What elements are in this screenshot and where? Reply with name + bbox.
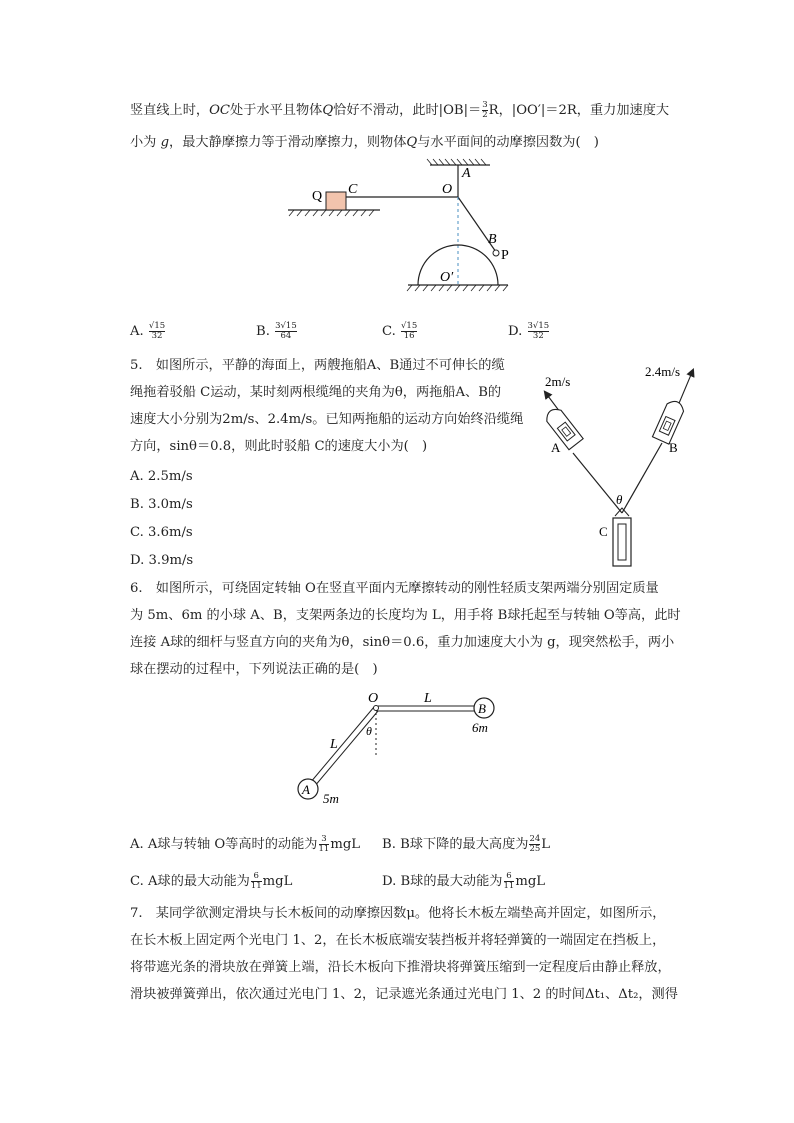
q6-line-3: 连接 A球的细杆与竖直方向的夹角为θ，sinθ＝0.6，重力加速度大小为 g，现突然松手，两小 bbox=[130, 635, 675, 650]
q6-figure bbox=[290, 688, 510, 813]
label-va: 2m/s bbox=[545, 374, 571, 389]
label-theta: θ bbox=[616, 492, 623, 507]
q5-line-4: 方向，sinθ＝0.8，则此时驳船 C的速度大小为( ) bbox=[130, 439, 428, 454]
label-b: B bbox=[669, 440, 678, 455]
label-c: C bbox=[599, 524, 608, 539]
q4-option-c[interactable]: C. $\frac{√15}{16}$ bbox=[382, 321, 418, 341]
q4-var-q: Q bbox=[406, 135, 418, 150]
label-5m: 5m bbox=[323, 791, 339, 806]
q5-line-1: 5. 如图所示，平静的海面上，两艘拖船A、B通过不可伸长的缆 bbox=[130, 358, 505, 373]
q4-line-1 bbox=[130, 101, 669, 120]
label-theta: θ bbox=[366, 724, 372, 738]
q4-option-d[interactable]: D. $\frac{3√15}{32}$ bbox=[508, 321, 550, 341]
q5-line-3: 速度大小分别为2m/s、2.4m/s。已知两拖船的运动方向始终沿缆绳 bbox=[130, 412, 524, 427]
q4-text: 处于水平且物体 bbox=[230, 103, 323, 118]
label-b: B bbox=[478, 701, 486, 716]
q4-text: R，|OO′|＝2R，重力加速度大 bbox=[488, 103, 670, 118]
q6-line-2: 为 5m、6m 的小球 A、B，支架两条边的长度均为 L，用手将 B球托起至与转轴 O等高，此时 bbox=[130, 608, 681, 623]
label-a: A bbox=[302, 782, 310, 797]
q6-option-b[interactable]: B. B球下降的最大高度为 $\frac{24}{25}$ L bbox=[382, 834, 551, 854]
q4-text: 小为 bbox=[130, 135, 157, 150]
q4-text: ，最大静摩擦力等于滑动摩擦力，则物体 bbox=[169, 135, 407, 150]
q5-option-d[interactable]: D. 3.9m/s bbox=[130, 553, 194, 568]
label-o-prime: O′ bbox=[440, 270, 454, 285]
q4-option-a[interactable]: A. $\frac{√15}{32}$ bbox=[130, 321, 166, 341]
q7-line-3: 将带遮光条的滑块放在弹簧上端，沿长木板向下推滑块将弹簧压缩到一定程度后由静止释放， bbox=[130, 960, 671, 975]
q4-var-q: Q bbox=[322, 103, 334, 118]
q6-line-1: 6. 如图所示，可绕固定转轴 O在竖直平面内无摩擦转动的刚性轻质支架两端分别固定质量 bbox=[130, 581, 659, 596]
q5-option-b[interactable]: B. 3.0m/s bbox=[130, 497, 193, 512]
label-b: B bbox=[488, 232, 497, 247]
label-a: A bbox=[551, 440, 561, 455]
label-l-left: L bbox=[330, 737, 338, 752]
q7-line-4: 滑块被弹簧弹出，依次通过光电门 1、2，记录遮光条通过光电门 1、2 的时间Δt₁、Δt₂，测得 bbox=[130, 987, 678, 1002]
q5-option-a[interactable]: A. 2.5m/s bbox=[130, 469, 193, 484]
label-6m: 6m bbox=[472, 720, 488, 735]
q5-option-c[interactable]: C. 3.6m/s bbox=[130, 525, 193, 540]
q4-line-2 bbox=[130, 134, 599, 152]
q4-option-b[interactable]: B. $\frac{3√15}{64}$ bbox=[256, 321, 297, 341]
q7-line-2: 在长木板上固定两个光电门 1、2，在长木板底端安装挡板并将轻弹簧的一端固定在挡板上， bbox=[130, 933, 666, 948]
q4-text: 与水平面间的动摩擦因数为( ) bbox=[417, 135, 599, 150]
q6-option-c[interactable]: C. A球的最大动能为 $\frac{6}{11}$ mgL bbox=[130, 871, 293, 891]
q5-line-2: 绳拖着驳船 C运动，某时刻两根缆绳的夹角为θ，两拖船A、B的 bbox=[130, 385, 502, 400]
q6-option-d[interactable]: D. B球的最大动能为 $\frac{6}{11}$ mgL bbox=[382, 871, 546, 891]
label-vb: 2.4m/s bbox=[645, 364, 681, 379]
q6-option-a[interactable]: A. A球与转轴 O等高时的动能为 $\frac{3}{11}$ mgL bbox=[130, 834, 361, 854]
label-o: O bbox=[442, 182, 453, 197]
q5-figure bbox=[535, 358, 710, 570]
q4-text: 恰好不滑动，此时|OB|＝ bbox=[333, 103, 482, 118]
label-p: P bbox=[501, 248, 509, 263]
label-c: C bbox=[348, 182, 358, 197]
q4-frac-ob: $\frac{3}{2}$ bbox=[482, 100, 488, 120]
label-l-top: L bbox=[424, 691, 432, 706]
label-o: O bbox=[368, 691, 379, 706]
q4-var-g: g bbox=[160, 135, 170, 150]
q4-figure bbox=[280, 155, 520, 300]
q6-line-4: 球在摆动的过程中，下列说法正确的是( ) bbox=[130, 662, 378, 677]
q7-line-1: 7. 某同学欲测定滑块与长木板间的动摩擦因数μ。他将长木板左端垫高并固定，如图所示， bbox=[130, 906, 666, 921]
label-q: Q bbox=[312, 189, 323, 204]
q4-text: 竖直线上时， bbox=[130, 103, 210, 118]
q4-var-oc: OC bbox=[209, 103, 231, 118]
label-a: A bbox=[462, 166, 471, 181]
